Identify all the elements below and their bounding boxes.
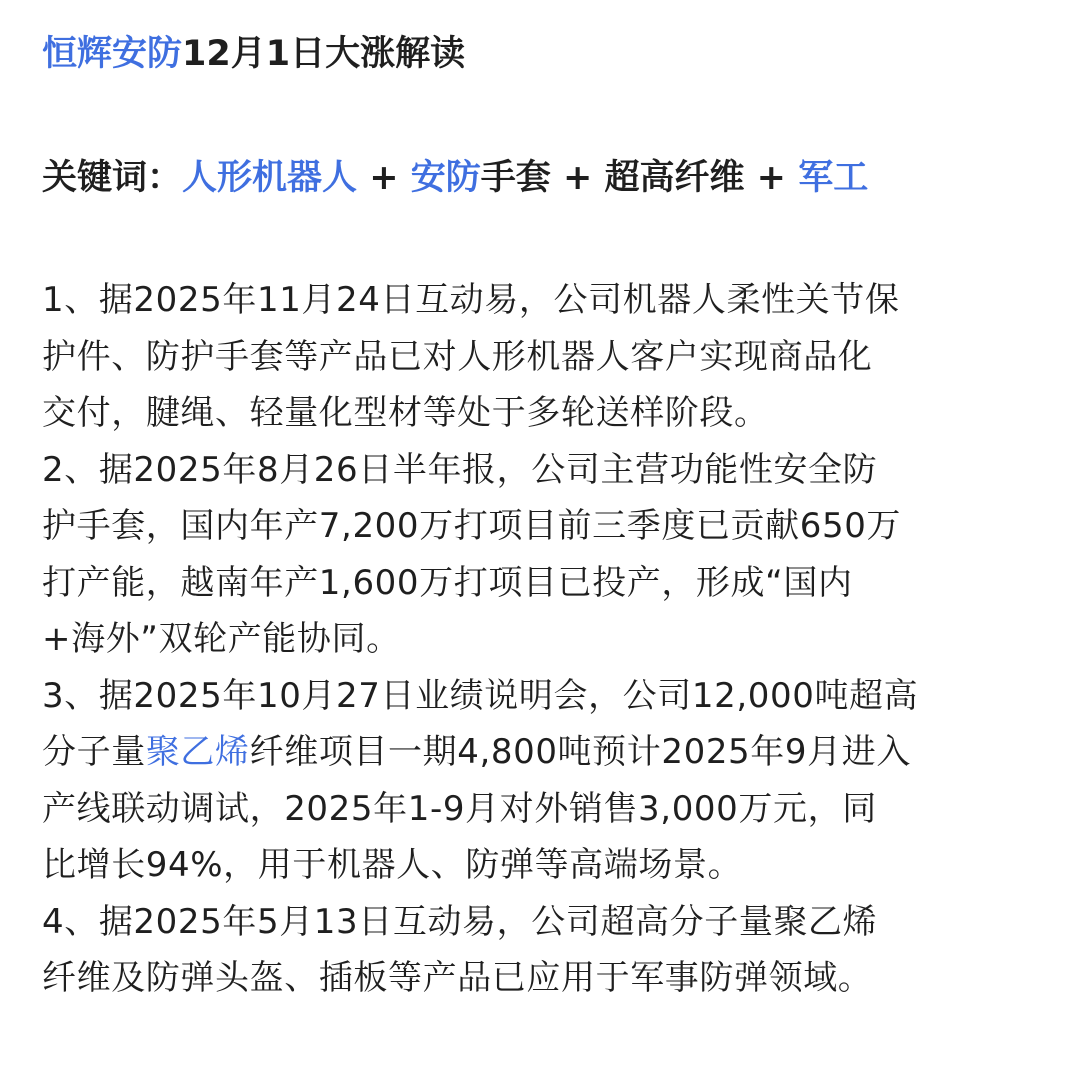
paragraph-line: 3、据2025年10月27日业绩说明会，公司12,000吨超高 [42, 675, 919, 716]
paragraph-line: 打产能，越南年产1,600万打项目已投产，形成“国内 [42, 562, 853, 603]
paragraph-line-with-link [42, 724, 1052, 781]
keyword-text-uhmw-fiber: 超高纤维 [604, 158, 745, 198]
post-title [42, 26, 465, 82]
topic-link-henghui[interactable]: 恒辉安防 [42, 34, 183, 74]
paragraph-line: 交付，腱绳、轻量化型材等处于多轮送样阶段。 [42, 393, 769, 433]
paragraph-line: 比增长94%，用于机器人、防弹等高端场景。 [42, 845, 743, 885]
paragraph-line: 纤维及防弹头盔、插板等产品已应用于军事防弹领域。 [42, 958, 873, 998]
keywords-line [42, 150, 868, 206]
paragraph-3 [42, 668, 1052, 894]
paragraph-line: 产线联动调试，2025年1-9月对外销售3,000万元，同 [42, 788, 877, 829]
keyword-text-gloves: 手套 [480, 158, 551, 198]
topic-link-polyethylene[interactable]: 聚乙烯 [145, 732, 250, 772]
post-body [42, 272, 1052, 1007]
paragraph-line: 护手套，国内年产7,200万打项目前三季度已贡献650万 [42, 506, 902, 546]
paragraph-line: 2、据2025年8月26日半年报，公司主营功能性安全防 [42, 449, 878, 490]
keywords-label: 关键词： [42, 158, 183, 198]
keyword-separator: + [744, 158, 799, 198]
paragraph-1 [42, 272, 1052, 442]
keyword-separator: + [357, 158, 411, 198]
paragraph-line: +海外”双轮产能协同。 [42, 619, 401, 659]
paragraph-line: 4、据2025年5月13日互动易，公司超高分子量聚乙烯 [42, 901, 878, 942]
keyword-separator: + [550, 158, 605, 198]
keyword-link-military[interactable]: 军工 [798, 158, 869, 198]
paragraph-2 [42, 442, 1052, 668]
line-text: 分子量 [42, 732, 146, 772]
line-text: 纤维项目一期4,800吨预计2025年9月进入 [249, 732, 911, 772]
keyword-link-humanoid-robot[interactable]: 人形机器人 [182, 158, 358, 198]
title-text: 12月1日大涨解读 [182, 34, 466, 74]
paragraph-4 [42, 894, 1052, 1007]
paragraph-line: 护件、防护手套等产品已对人形机器人客户实现商品化 [42, 336, 873, 377]
paragraph-line: 1、据2025年11月24日互动易，公司机器人柔性关节保 [42, 280, 900, 320]
keyword-link-security[interactable]: 安防 [410, 158, 481, 198]
